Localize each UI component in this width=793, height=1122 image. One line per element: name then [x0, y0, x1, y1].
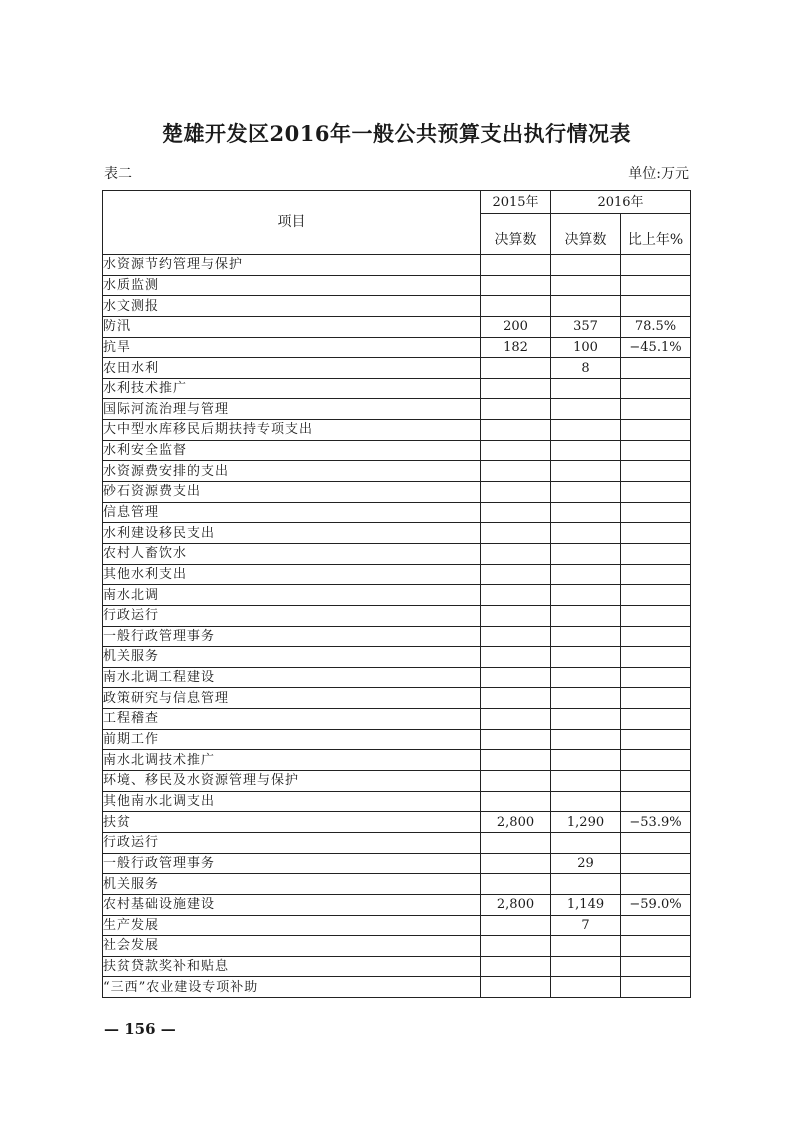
table-row — [103, 358, 691, 379]
row-item-label: 社会发展 — [103, 936, 481, 957]
table-row — [103, 337, 691, 358]
row-item-label: 机关服务 — [103, 874, 481, 895]
row-value-2016 — [551, 399, 621, 420]
row-pct-change — [621, 275, 691, 296]
row-value-2016: 7 — [551, 915, 621, 936]
row-pct-change — [621, 977, 691, 998]
row-item-label: 前期工作 — [103, 729, 481, 750]
row-item-label: 水资源节约管理与保护 — [103, 255, 481, 276]
row-item-label: 水利安全监督 — [103, 440, 481, 461]
row-pct-change — [621, 750, 691, 771]
header-pct-change: 比上年% — [621, 214, 691, 255]
row-value-2016 — [551, 750, 621, 771]
table-row — [103, 523, 691, 544]
table-row — [103, 399, 691, 420]
row-value-2016: 1,290 — [551, 812, 621, 833]
row-value-2015 — [481, 626, 551, 647]
table-row — [103, 667, 691, 688]
table-row — [103, 874, 691, 895]
row-pct-change: 78.5% — [621, 316, 691, 337]
table-row — [103, 275, 691, 296]
row-pct-change — [621, 564, 691, 585]
row-value-2015: 182 — [481, 337, 551, 358]
row-value-2016 — [551, 688, 621, 709]
row-value-2016 — [551, 729, 621, 750]
row-pct-change — [621, 399, 691, 420]
row-pct-change — [621, 296, 691, 317]
header-item: 项目 — [103, 191, 481, 255]
row-pct-change — [621, 482, 691, 503]
row-item-label: 水利建设移民支出 — [103, 523, 481, 544]
row-pct-change — [621, 420, 691, 441]
row-pct-change: −45.1% — [621, 337, 691, 358]
row-item-label: 生产发展 — [103, 915, 481, 936]
unit-label: 单位:万元 — [628, 166, 689, 182]
row-pct-change — [621, 667, 691, 688]
table-label: 表二 — [104, 166, 132, 182]
row-value-2016 — [551, 585, 621, 606]
row-value-2016 — [551, 543, 621, 564]
row-pct-change — [621, 378, 691, 399]
row-item-label: 农村人畜饮水 — [103, 543, 481, 564]
row-value-2016 — [551, 874, 621, 895]
row-item-label: 水文测报 — [103, 296, 481, 317]
table-row — [103, 709, 691, 730]
row-pct-change — [621, 461, 691, 482]
table-row — [103, 482, 691, 503]
row-value-2015 — [481, 543, 551, 564]
row-value-2015 — [481, 585, 551, 606]
row-item-label: 一般行政管理事务 — [103, 626, 481, 647]
table-row — [103, 543, 691, 564]
row-value-2015 — [481, 482, 551, 503]
row-item-label: 信息管理 — [103, 502, 481, 523]
table-row — [103, 378, 691, 399]
row-value-2015 — [481, 771, 551, 792]
row-value-2015 — [481, 275, 551, 296]
row-value-2016 — [551, 956, 621, 977]
row-value-2015 — [481, 358, 551, 379]
header-year-2016: 2016年 — [551, 191, 691, 214]
table-row — [103, 936, 691, 957]
row-value-2016 — [551, 791, 621, 812]
row-pct-change — [621, 585, 691, 606]
table-row — [103, 853, 691, 874]
row-value-2016 — [551, 605, 621, 626]
row-value-2015 — [481, 399, 551, 420]
row-pct-change — [621, 853, 691, 874]
row-value-2015 — [481, 255, 551, 276]
row-item-label: 水资源费安排的支出 — [103, 461, 481, 482]
row-pct-change — [621, 832, 691, 853]
table-row — [103, 750, 691, 771]
row-pct-change — [621, 915, 691, 936]
row-pct-change — [621, 936, 691, 957]
row-pct-change — [621, 956, 691, 977]
row-item-label: 其他水利支出 — [103, 564, 481, 585]
row-value-2015: 200 — [481, 316, 551, 337]
row-value-2015 — [481, 523, 551, 544]
row-value-2016 — [551, 771, 621, 792]
row-value-2015 — [481, 874, 551, 895]
row-item-label: “三西”农业建设专项补助 — [103, 977, 481, 998]
row-value-2015 — [481, 647, 551, 668]
row-item-label: 机关服务 — [103, 647, 481, 668]
row-value-2016 — [551, 275, 621, 296]
row-pct-change — [621, 791, 691, 812]
row-pct-change — [621, 874, 691, 895]
row-value-2015 — [481, 832, 551, 853]
table-row — [103, 729, 691, 750]
row-value-2015 — [481, 729, 551, 750]
row-value-2016 — [551, 296, 621, 317]
row-pct-change — [621, 440, 691, 461]
row-item-label: 防汛 — [103, 316, 481, 337]
table-row — [103, 956, 691, 977]
row-item-label: 政策研究与信息管理 — [103, 688, 481, 709]
table-body — [103, 255, 691, 998]
row-value-2015 — [481, 564, 551, 585]
row-value-2015 — [481, 956, 551, 977]
row-value-2015 — [481, 605, 551, 626]
header-final-2015: 决算数 — [481, 214, 551, 255]
table-row — [103, 647, 691, 668]
row-pct-change — [621, 647, 691, 668]
row-item-label: 南水北调 — [103, 585, 481, 606]
row-item-label: 行政运行 — [103, 605, 481, 626]
row-value-2016 — [551, 255, 621, 276]
row-value-2015 — [481, 667, 551, 688]
table-row — [103, 977, 691, 998]
row-item-label: 环境、移民及水资源管理与保护 — [103, 771, 481, 792]
table-row — [103, 605, 691, 626]
row-value-2016 — [551, 936, 621, 957]
row-value-2016 — [551, 482, 621, 503]
row-value-2016: 100 — [551, 337, 621, 358]
table-row — [103, 626, 691, 647]
row-value-2016 — [551, 667, 621, 688]
row-item-label: 大中型水库移民后期扶持专项支出 — [103, 420, 481, 441]
row-item-label: 工程稽查 — [103, 709, 481, 730]
row-value-2015 — [481, 915, 551, 936]
row-item-label: 行政运行 — [103, 832, 481, 853]
row-value-2015 — [481, 378, 551, 399]
row-item-label: 国际河流治理与管理 — [103, 399, 481, 420]
table-row — [103, 420, 691, 441]
row-value-2015 — [481, 977, 551, 998]
row-pct-change — [621, 502, 691, 523]
row-value-2016 — [551, 461, 621, 482]
row-value-2016 — [551, 709, 621, 730]
row-value-2015 — [481, 688, 551, 709]
row-pct-change: −53.9% — [621, 812, 691, 833]
row-value-2016 — [551, 523, 621, 544]
row-item-label: 水利技术推广 — [103, 378, 481, 399]
row-value-2015 — [481, 750, 551, 771]
table-row — [103, 585, 691, 606]
row-pct-change — [621, 255, 691, 276]
row-item-label: 砂石资源费支出 — [103, 482, 481, 503]
row-value-2015 — [481, 853, 551, 874]
row-value-2016 — [551, 626, 621, 647]
row-value-2016: 357 — [551, 316, 621, 337]
table-row — [103, 894, 691, 915]
row-item-label: 扶贫贷款奖补和贴息 — [103, 956, 481, 977]
table-row — [103, 502, 691, 523]
row-pct-change — [621, 626, 691, 647]
row-item-label: 一般行政管理事务 — [103, 853, 481, 874]
row-pct-change — [621, 709, 691, 730]
row-pct-change — [621, 605, 691, 626]
row-value-2015 — [481, 709, 551, 730]
row-value-2016 — [551, 977, 621, 998]
row-pct-change — [621, 358, 691, 379]
row-pct-change — [621, 729, 691, 750]
row-value-2016 — [551, 440, 621, 461]
row-pct-change — [621, 543, 691, 564]
row-item-label: 农村基础设施建设 — [103, 894, 481, 915]
row-pct-change — [621, 523, 691, 544]
row-item-label: 其他南水北调支出 — [103, 791, 481, 812]
budget-table — [102, 190, 691, 998]
document-title: 楚雄开发区2016年一般公共预算支出执行情况表 — [162, 121, 631, 146]
row-value-2016 — [551, 502, 621, 523]
table-row — [103, 255, 691, 276]
row-value-2015 — [481, 791, 551, 812]
row-item-label: 水质监测 — [103, 275, 481, 296]
row-value-2015 — [481, 440, 551, 461]
table-row — [103, 461, 691, 482]
row-value-2016 — [551, 647, 621, 668]
table-row — [103, 915, 691, 936]
table-row — [103, 316, 691, 337]
table-row — [103, 564, 691, 585]
row-item-label: 抗旱 — [103, 337, 481, 358]
row-item-label: 南水北调技术推广 — [103, 750, 481, 771]
row-pct-change — [621, 771, 691, 792]
table-row — [103, 791, 691, 812]
table-row — [103, 771, 691, 792]
row-value-2015 — [481, 936, 551, 957]
row-value-2016: 1,149 — [551, 894, 621, 915]
row-value-2016: 29 — [551, 853, 621, 874]
page-number: — 156 — — [104, 1020, 176, 1038]
row-pct-change: −59.0% — [621, 894, 691, 915]
table-row — [103, 440, 691, 461]
table-row — [103, 832, 691, 853]
row-value-2015 — [481, 502, 551, 523]
row-value-2016 — [551, 832, 621, 853]
table-row — [103, 812, 691, 833]
row-pct-change — [621, 688, 691, 709]
row-item-label: 南水北调工程建设 — [103, 667, 481, 688]
row-value-2015: 2,800 — [481, 812, 551, 833]
row-value-2015 — [481, 420, 551, 441]
row-value-2016 — [551, 420, 621, 441]
row-value-2015 — [481, 296, 551, 317]
table-row — [103, 296, 691, 317]
row-value-2016: 8 — [551, 358, 621, 379]
header-year-2015: 2015年 — [481, 191, 551, 214]
row-value-2016 — [551, 564, 621, 585]
row-value-2016 — [551, 378, 621, 399]
header-final-2016: 决算数 — [551, 214, 621, 255]
row-item-label: 扶贫 — [103, 812, 481, 833]
row-item-label: 农田水利 — [103, 358, 481, 379]
table-row — [103, 688, 691, 709]
row-value-2015: 2,800 — [481, 894, 551, 915]
row-value-2015 — [481, 461, 551, 482]
